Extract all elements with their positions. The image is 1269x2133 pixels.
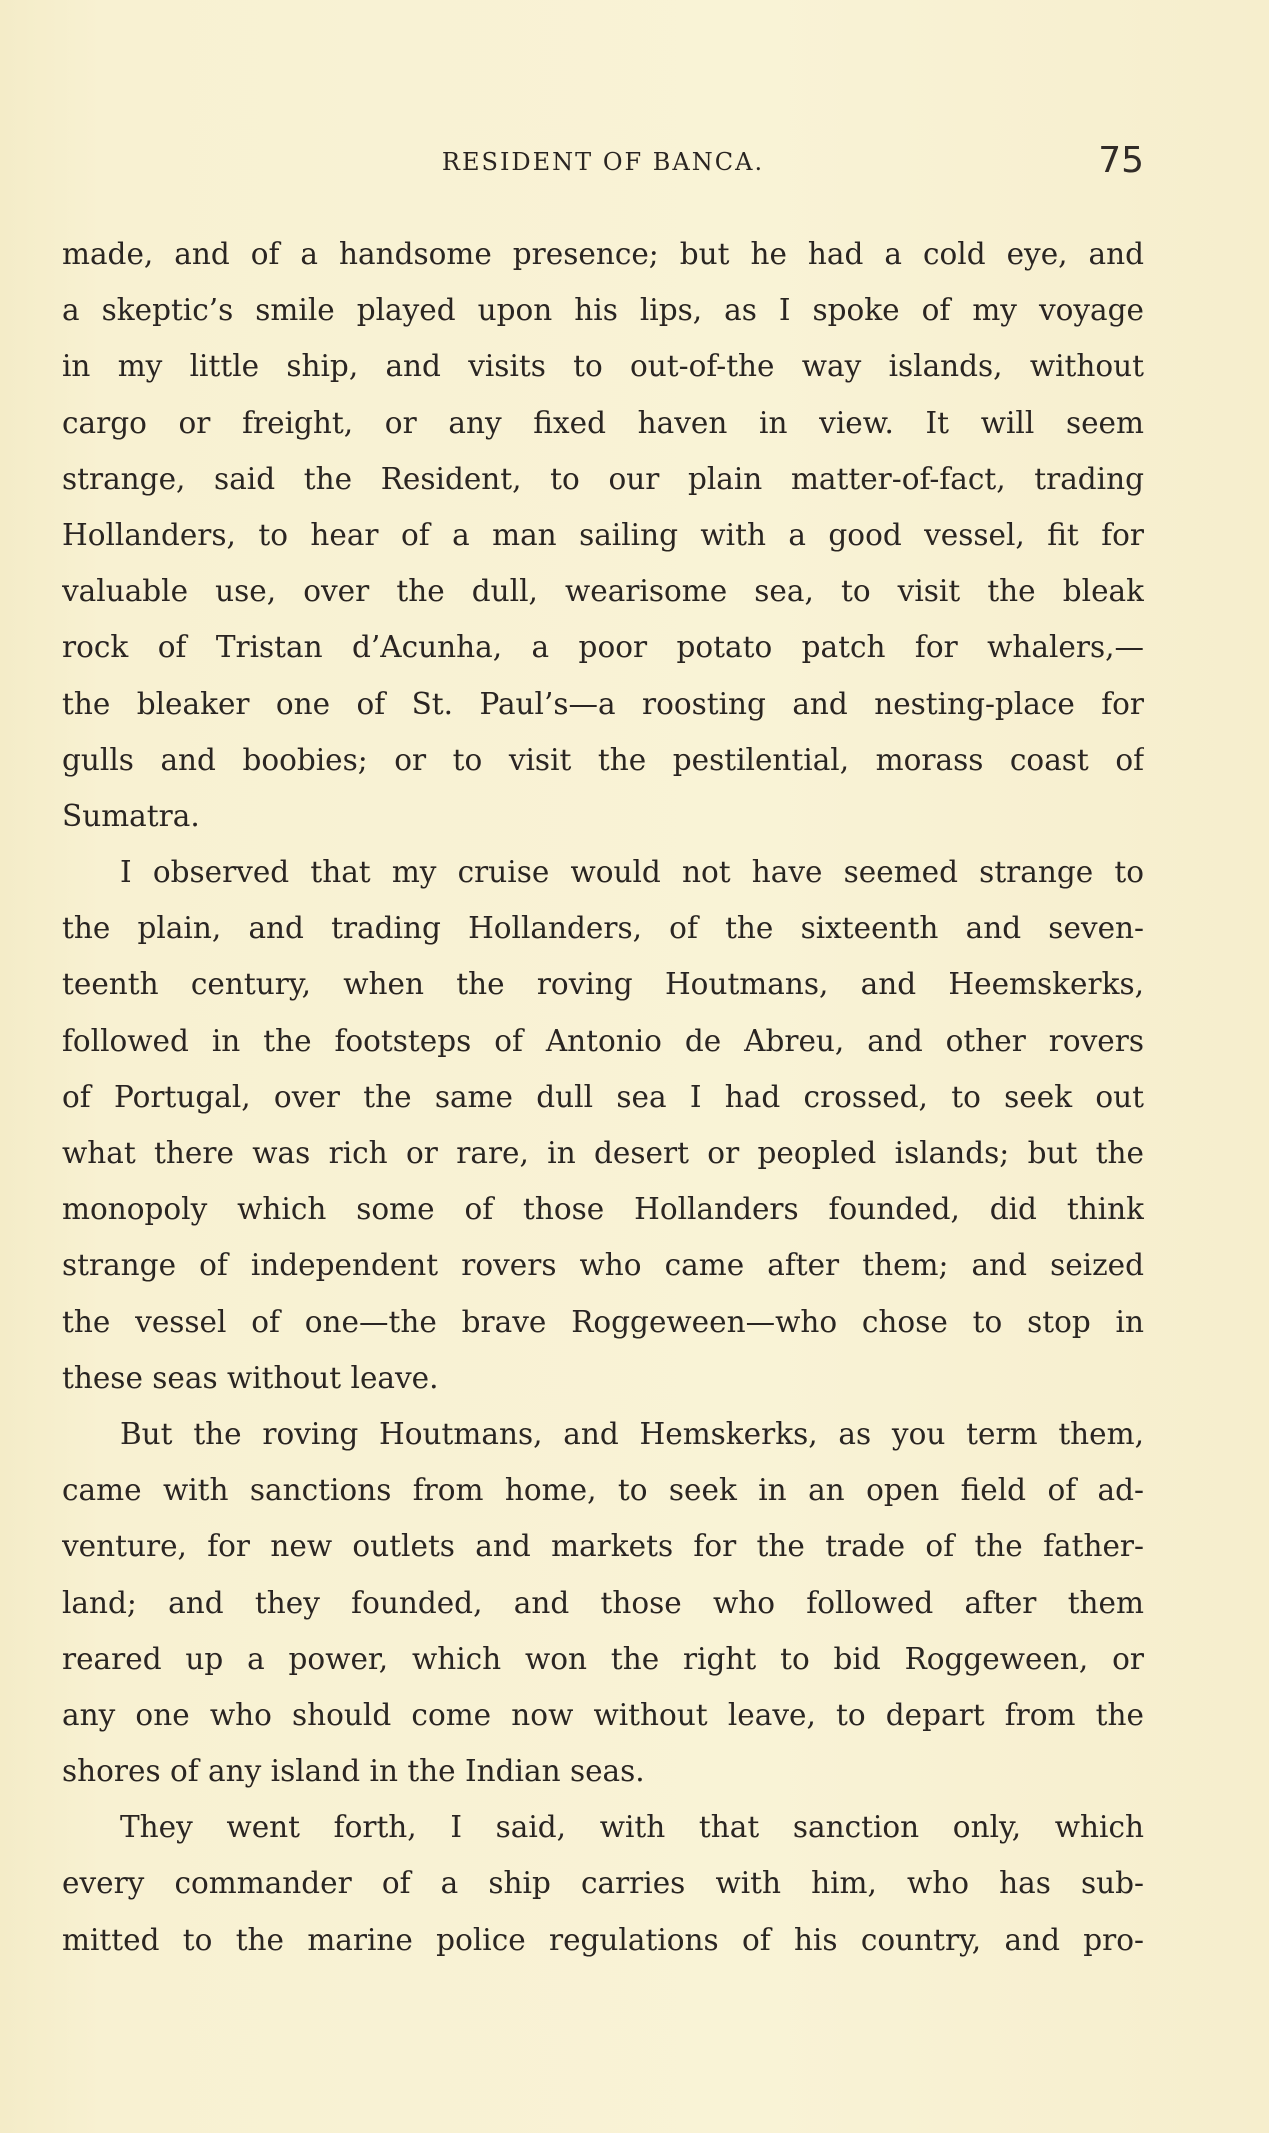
text-line: They went forth, I said, with that sanction only, which <box>120 1810 1144 1845</box>
text-line: valuable use, over the dull, wearisome sea, to visit the bleak <box>62 574 1144 609</box>
text-line: made, and of a handsome presence; but he had a cold eye, and <box>62 237 1144 271</box>
page-number: 75 <box>1098 140 1144 181</box>
text-line: But the roving Houtmans, and Hemskerks, as you term them, <box>120 1416 1144 1451</box>
text-line: teenth century, when the roving Houtmans, and Heemskerks, <box>62 967 1144 1002</box>
page-header <box>62 140 1144 190</box>
text-line: Sumatra. <box>62 798 200 833</box>
text-line: a skeptic’s smile played upon his lips, as I spoke of my voyage <box>62 293 1144 328</box>
text-line: every commander of a ship carries with him, who has sub- <box>62 1866 1144 1901</box>
text-line: any one who should come now without leave, to depart from the <box>62 1697 1144 1732</box>
text-line: strange of independent rovers who came after them; and seized <box>62 1248 1144 1283</box>
text-line: monopoly which some of those Hollanders founded, did think <box>62 1192 1144 1227</box>
text-line: the vessel of one—the brave Roggeween—who chose to stop in <box>62 1304 1144 1339</box>
text-line: what there was rich or rare, in desert or peopled islands; but the <box>62 1136 1144 1170</box>
text-line: strange, said the Resident, to our plain matter-of-fact, trading <box>62 461 1144 496</box>
text-line: these seas without leave. <box>62 1360 439 1395</box>
running-head: RESIDENT OF BANCA. <box>441 148 765 176</box>
text-line: came with sanctions from home, to seek in an open field of ad- <box>62 1473 1144 1508</box>
text-line: rock of Tristan d’Acunha, a poor potato patch for whalers,— <box>62 630 1144 665</box>
text-line: I observed that my cruise would not have seemed strange to <box>120 855 1144 890</box>
text-line: of Portugal, over the same dull sea I had crossed, to seek out <box>62 1079 1144 1114</box>
text-line: mitted to the marine police regulations of his country, and pro- <box>62 1922 1144 1957</box>
text-line: the plain, and trading Hollanders, of the sixteenth and seven- <box>62 911 1144 946</box>
text-line: followed in the footsteps of Antonio de Abreu, and other rovers <box>62 1023 1144 1058</box>
text-line: gulls and boobies; or to visit the pestilential, morass coast of <box>62 742 1144 777</box>
text-line: venture, for new outlets and markets for the trade of the father- <box>62 1529 1144 1564</box>
text-line: the bleaker one of St. Paul’s—a roosting and nesting-place for <box>62 686 1144 721</box>
text-line: Hollanders, to hear of a man sailing with a good vessel, fit for <box>62 517 1144 552</box>
text-line: shores of any island in the Indian seas. <box>62 1754 645 1789</box>
text-line: cargo or freight, or any fixed haven in view. It will seem <box>62 405 1144 440</box>
body-text <box>62 226 1144 1968</box>
text-line: in my little ship, and visits to out-of-the way islands, without <box>62 349 1144 384</box>
text-line: land; and they founded, and those who followed after them <box>62 1585 1144 1620</box>
text-line: reared up a power, which won the right to bid Roggeween, or <box>62 1641 1144 1676</box>
